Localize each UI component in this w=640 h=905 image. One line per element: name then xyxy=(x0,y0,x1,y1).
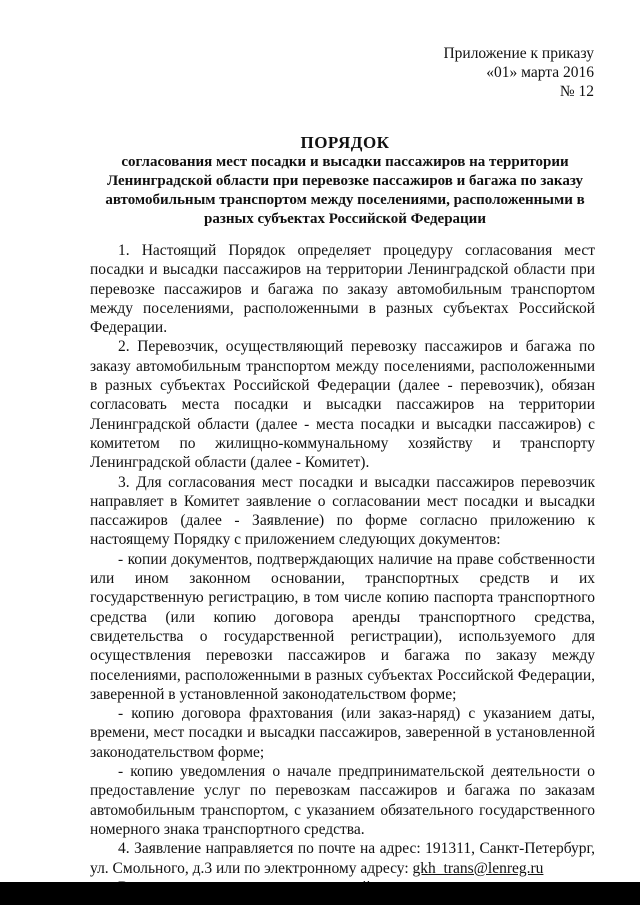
appendix-line-2: «01» марта 2016 xyxy=(486,64,594,81)
paragraph-1: 1. Настоящий Порядок определяет процедуру согласования мест посадки и высадки пассажиров на территории Ленинградской области при перевозке пассажиров и багажа по заказу автомобильным транспортом между поселениями, расположенными в разных субъектах Российской Федерации. xyxy=(90,242,595,337)
scan-footer-bar xyxy=(0,882,640,905)
list-item-charter-contract: - копию договора фрахтования (или заказ-наряд) с указанием даты, времени, мест посадки и высадки пассажиров, заверенной в установленной законодательством форме; xyxy=(90,705,595,761)
appendix-header xyxy=(443,44,594,101)
document-subtitle: согласования мест посадки и высадки пассажиров на территории Ленинградской области при перевозке пассажиров и багажа по заказу автомобильным транспортом между поселениями, расположенными в разных субъектах Российской Федерации xyxy=(105,154,585,227)
document-title-block xyxy=(90,133,600,229)
paragraph-2: 2. Перевозчик, осуществляющий перевозку пассажиров и багажа по заказу автомобильным транспортом между поселениями, расположенными в разных субъектах Российской Федерации (далее - перевозчик), обязан согласовать места посадки и высадки пассажиров на территории Ленинградской области (далее - места посадки и высадки пассажиров) с комитетом по жилищно-коммунальному хозяйству и транспорту Ленинградской области (далее - Комитет). xyxy=(90,338,595,472)
appendix-line-3: № 12 xyxy=(559,83,594,100)
paragraph-4 xyxy=(90,839,595,878)
email-link[interactable]: gkh_trans@lenreg.ru xyxy=(412,859,544,877)
list-item-documents: - копии документов, подтверждающих наличие на праве собственности или ином законном основании, транспортных средств и их государственную регистрацию, в том числе копию паспорта транспортного средства (или копию договора аренды транспортного средства, свидетельства о государственной регистрации), используемого для осуществления перевозки пассажиров и багажа по заказу между поселениями, расположенными в разных субъектах Российской Федерации, заверенной в установленной законодательством форме; xyxy=(90,550,595,703)
paragraph-4-text: 4. Заявление направляется по почте на адрес: 191311, Санкт-Петербург, ул. Смольного, д.3 или по электронному адресу: xyxy=(90,840,595,877)
document-body xyxy=(90,241,595,897)
appendix-line-1: Приложение к приказу xyxy=(443,45,594,62)
document-title: ПОРЯДОК xyxy=(300,133,390,152)
list-item-notification: - копию уведомления о начале предпринимательской деятельности о предоставление услуг по перевозкам пассажиров и багажа по заказам автомобильным транспортом, с указанием обязательного государственного номерного знака транспортного средства. xyxy=(90,763,595,838)
paragraph-3: 3. Для согласования мест посадки и высадки пассажиров перевозчик направляет в Комитет заявление о согласовании мест посадки и высадки пассажиров (далее - Заявление) по форме согласно приложению к настоящему Порядку с приложением следующих документов: xyxy=(90,473,595,549)
